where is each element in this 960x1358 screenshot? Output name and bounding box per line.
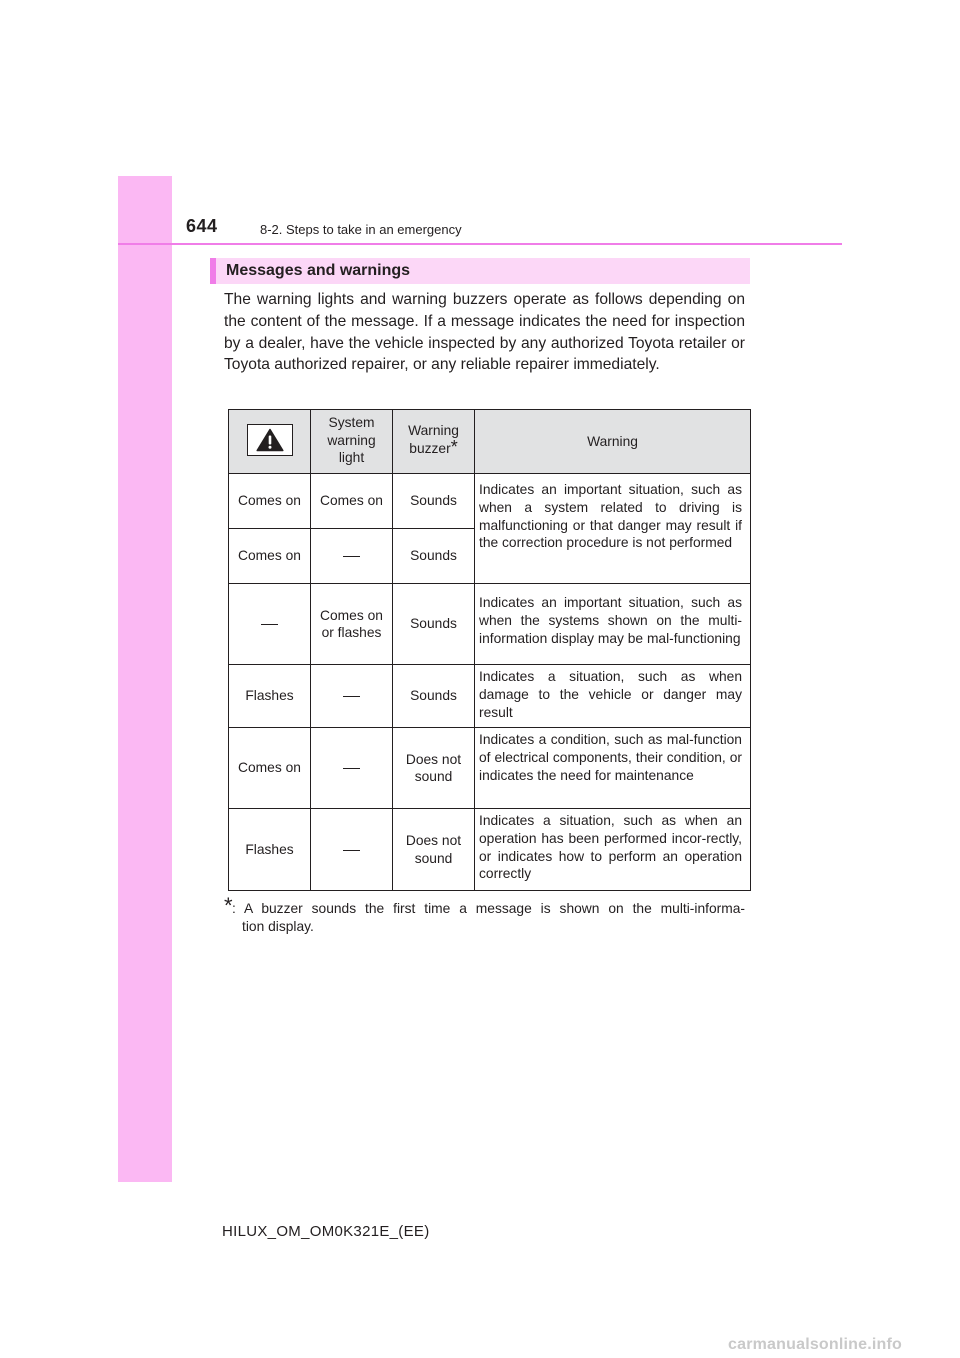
header-icon-cell [229,410,311,474]
cell-icon-light: Flashes [229,665,311,728]
table-row [229,474,751,529]
cell-icon-light: Comes on [229,728,311,809]
cell-system-light [311,665,393,728]
table-row [229,809,751,891]
cell-system-light [311,584,393,665]
cell-system-light [311,809,393,891]
intro-paragraph: The warning lights and warning buzzers operate as follows depending on the content of the message. If a message indicates the need for inspection by a dealer, have the vehicle inspected by any authorized Toyota retailer or Toyota authorized repairer, or any reliable repairer immediately. [224,291,745,374]
table-header-row [229,410,751,474]
document-code: HILUX_OM_OM0K321E_(EE) [222,1223,430,1240]
cell-icon-light: Comes on [229,474,311,529]
warning-triangle-icon [247,424,293,456]
side-tab-band [118,176,172,1182]
cell-buzzer: Sounds [393,665,475,728]
header-warning-buzzer [393,410,475,474]
cell-warning: Indicates a condition, such as mal-function of electrical components, their condition, or indicates the need for maintenance [475,728,751,809]
table-row [229,584,751,665]
header-system-line-1: System [328,415,375,430]
footnote-line-2: tion display. [242,919,314,934]
dash-mark [343,696,360,697]
footnote-line-1: : A buzzer sounds the first time a message is shown on the multi-informa- [232,901,745,916]
cell-buzzer-line-1: Does not [405,833,462,848]
cell-buzzer-line-2: sound [414,769,453,784]
header-system-line-2: warning [327,432,376,448]
cell-icon-light [229,584,311,665]
warning-table [228,409,751,891]
cell-buzzer-line-2: sound [414,850,453,866]
cell-system-light-line-2: or flashes [321,625,382,640]
header-system-warning-light [311,410,393,474]
page-number: 644 [186,216,218,236]
section-heading [210,258,750,284]
cell-warning: Indicates a situation, such as when an operation has been performed incor-rectly, or indicates how to perform an operation correctly [475,809,751,891]
watermark: carmanualsonline.info [728,1336,903,1353]
table-row [229,728,751,809]
header-warning: Warning [475,410,751,474]
header-buzzer-text: buzzer [409,440,451,456]
dash-mark [261,624,278,625]
cell-icon-light: Comes on [229,529,311,584]
cell-system-light-line-1: Comes on [320,607,383,623]
dash-mark [343,850,360,851]
cell-warning: Indicates an important situation, such as when the systems shown on the multi-information display may be mal-functioning [475,584,751,665]
cell-buzzer: Sounds [393,474,475,529]
header-system-line-3: light [338,450,365,465]
footnote-mark: * [224,893,233,918]
cell-system-light: Comes on [311,474,393,529]
cell-buzzer [393,809,475,891]
cell-buzzer: Sounds [393,584,475,665]
section-heading-text: Messages and warnings [226,262,411,279]
dash-mark [343,556,360,557]
cell-buzzer [393,728,475,809]
cell-buzzer-line-1: Does not [405,751,462,767]
header-buzzer-line-1: Warning [408,423,459,438]
cell-warning: Indicates an important situation, such as when a system related to driving is malfunctioning or that danger may result if the correction procedure is not performed [475,474,751,584]
cell-system-light [311,728,393,809]
dash-mark [343,768,360,769]
cell-system-light [311,529,393,584]
footnote-mark: * [450,436,458,457]
cell-icon-light: Flashes [229,809,311,891]
table-row [229,665,751,728]
cell-warning: Indicates a situation, such as when damage to the vehicle or danger may result [475,665,751,728]
section-title: 8-2. Steps to take in an emergency [260,222,462,237]
header-buzzer-line-2 [393,436,474,458]
header-rule [118,243,842,245]
cell-buzzer: Sounds [393,529,475,584]
